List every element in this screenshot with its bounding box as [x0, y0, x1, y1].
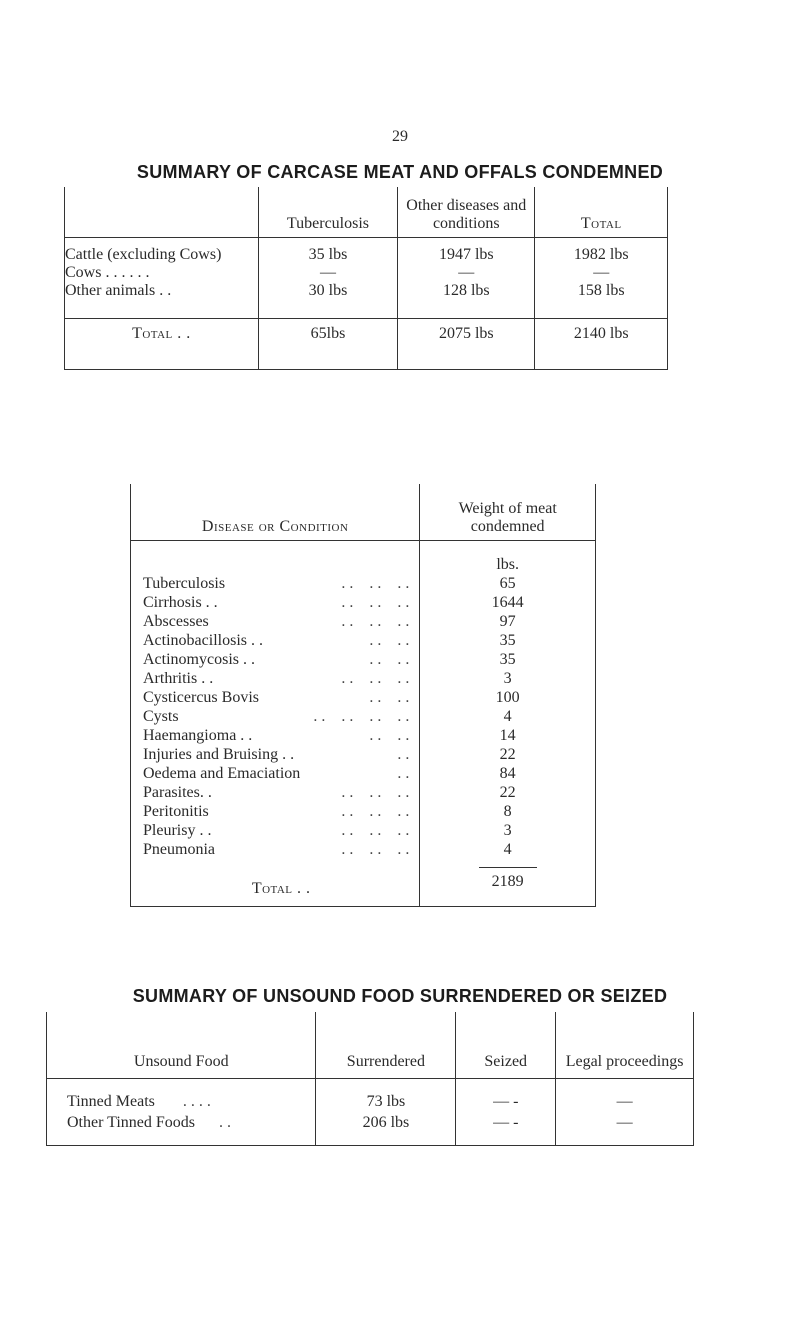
total-all: 2140 lbs — [535, 319, 668, 370]
disease-weight: 35 — [420, 631, 596, 650]
table-row — [131, 726, 596, 745]
disease-name: Abscesses — [143, 613, 209, 630]
disease-name: Pleurisy . . — [143, 822, 212, 839]
leader-dots: . . . . . . — [341, 670, 410, 687]
disease-name: Cirrhosis . . — [143, 594, 218, 611]
table-row — [131, 783, 596, 802]
seized-value: — - — [456, 1112, 556, 1146]
disease-name: Peritonitis — [143, 803, 209, 820]
unit-row — [131, 541, 596, 575]
disease-weight: 35 — [420, 650, 596, 669]
disease-condition-table — [130, 484, 596, 907]
table-row — [131, 840, 596, 859]
disease-rows — [131, 574, 596, 859]
disease-cell — [131, 726, 420, 745]
disease-cell — [131, 783, 420, 802]
table-row — [131, 593, 596, 612]
disease-cell — [131, 574, 420, 593]
disease-weight: 1644 — [420, 593, 596, 612]
leader-dots: . . . . — [369, 651, 410, 668]
table-row — [131, 707, 596, 726]
unsound-food-table — [46, 1012, 694, 1146]
disease-cell — [131, 764, 420, 783]
legal-value: — — [556, 1112, 694, 1146]
leader-dots: . . . . . . — [341, 803, 410, 820]
disease-weight: 4 — [420, 707, 596, 726]
disease-cell — [131, 631, 420, 650]
cell-cows-tb: — — [319, 264, 336, 281]
leader-dots: . . — [397, 765, 410, 782]
total-label: Total . . — [65, 319, 259, 370]
table-row — [131, 669, 596, 688]
disease-cell — [131, 821, 420, 840]
header-blank — [65, 187, 259, 238]
table-row — [131, 612, 596, 631]
unsound-food-title: SUMMARY OF UNSOUND FOOD SURRENDERED OR SEIZED — [132, 986, 668, 1006]
disease-cell — [131, 840, 420, 859]
header-legal-proceedings: Legal proceedings — [556, 1012, 694, 1079]
disease-name: Actinobacillosis . . — [143, 632, 263, 649]
cell-other-animals-other: 128 lbs — [442, 282, 490, 299]
table-row — [47, 1112, 694, 1146]
leader-dots: . . — [397, 746, 410, 763]
total-rule — [479, 867, 537, 868]
disease-weight: 100 — [420, 688, 596, 707]
total-row — [131, 859, 596, 907]
disease-cell — [131, 669, 420, 688]
total-other: 2075 lbs — [398, 319, 535, 370]
header-total: Total — [535, 187, 668, 238]
leader-dots: . . . . . . . . — [313, 708, 410, 725]
leader-dots: . . . . . . — [341, 613, 410, 630]
disease-weight: 97 — [420, 612, 596, 631]
leader-dots: . . . . . . — [341, 594, 410, 611]
disease-name: Injuries and Bruising . . — [143, 746, 295, 763]
cell-other-animals-tb: 30 lbs — [308, 282, 348, 299]
disease-weight: 3 — [420, 669, 596, 688]
disease-weight: 22 — [420, 783, 596, 802]
disease-name: Haemangioma . . — [143, 727, 253, 744]
disease-total-value: 2189 — [491, 873, 524, 890]
row-label-other-animals: Other animals . . — [65, 282, 172, 299]
carcase-summary-title: SUMMARY OF CARCASE MEAT AND OFFALS CONDEMNED — [136, 162, 664, 182]
disease-name: Parasites. . — [143, 784, 212, 801]
total-row — [65, 319, 668, 370]
table-row — [47, 1079, 694, 1113]
food-name: Other Tinned Foods — [67, 1114, 196, 1131]
table-row — [131, 764, 596, 783]
page-number: 29 — [392, 128, 408, 145]
table-row — [65, 238, 668, 319]
header-tuberculosis: Tuberculosis — [258, 187, 397, 238]
cell-cattle-tb: 35 lbs — [308, 246, 348, 263]
surrendered-value: 206 lbs — [316, 1112, 456, 1146]
header-seized: Seized — [456, 1012, 556, 1079]
food-name: Tinned Meats — [67, 1093, 155, 1110]
header-weight: Weight of meat condemned — [420, 484, 596, 541]
header-disease-condition: Disease or Condition — [131, 484, 420, 541]
cell-cattle-total: 1982 lbs — [573, 246, 629, 263]
disease-cell — [131, 593, 420, 612]
disease-name: Tuberculosis — [143, 575, 226, 592]
disease-cell — [131, 745, 420, 764]
table-row — [131, 821, 596, 840]
header-surrendered: Surrendered — [316, 1012, 456, 1079]
leader-dots: . . . . — [369, 689, 410, 706]
header-unsound-food: Unsound Food — [47, 1012, 316, 1079]
total-tb: 65lbs — [258, 319, 397, 370]
table-row — [131, 631, 596, 650]
table-row — [131, 745, 596, 764]
disease-cell — [131, 688, 420, 707]
table-row — [131, 650, 596, 669]
table-row — [131, 688, 596, 707]
seized-value: — - — [456, 1079, 556, 1113]
disease-name: Actinomycosis . . — [143, 651, 255, 668]
disease-name: Cysts — [143, 708, 179, 725]
cell-cattle-other: 1947 lbs — [438, 246, 494, 263]
disease-total-label: Total . . — [131, 859, 420, 907]
surrendered-value: 73 lbs — [316, 1079, 456, 1113]
cell-cows-other: — — [458, 264, 475, 281]
leader-dots: . . . . . . — [341, 784, 410, 801]
leader-dots: . . . . . . — [341, 841, 410, 858]
leader-dots: . . . . . . — [341, 822, 410, 839]
leader-dots: . . . . — [182, 1093, 211, 1110]
disease-weight: 22 — [420, 745, 596, 764]
leader-dots: . . . . — [369, 727, 410, 744]
cell-other-animals-total: 158 lbs — [577, 282, 625, 299]
disease-weight: 4 — [420, 840, 596, 859]
table-row — [131, 574, 596, 593]
disease-weight: 8 — [420, 802, 596, 821]
disease-cell — [131, 707, 420, 726]
leader-dots: . . . . — [369, 632, 410, 649]
disease-name: Oedema and Emaciation — [143, 765, 301, 782]
disease-cell — [131, 612, 420, 631]
disease-weight: 14 — [420, 726, 596, 745]
row-label-cattle: Cattle (excluding Cows) — [65, 246, 222, 263]
unit-label: lbs. — [420, 541, 596, 575]
disease-name: Arthritis . . — [143, 670, 214, 687]
disease-name: Pneumonia — [143, 841, 215, 858]
leader-dots: . . — [219, 1114, 232, 1131]
disease-cell — [131, 650, 420, 669]
disease-weight: 65 — [420, 574, 596, 593]
table-row — [131, 802, 596, 821]
disease-name: Cysticercus Bovis — [143, 689, 259, 706]
carcase-summary-table — [64, 187, 668, 370]
disease-weight: 3 — [420, 821, 596, 840]
legal-value: — — [556, 1079, 694, 1113]
disease-weight: 84 — [420, 764, 596, 783]
header-other-diseases: Other diseases and conditions — [398, 187, 535, 238]
cell-cows-total: — — [593, 264, 610, 281]
row-label-cows: Cows . . . . . . — [65, 264, 150, 281]
disease-cell — [131, 802, 420, 821]
leader-dots: . . . . . . — [341, 575, 410, 592]
